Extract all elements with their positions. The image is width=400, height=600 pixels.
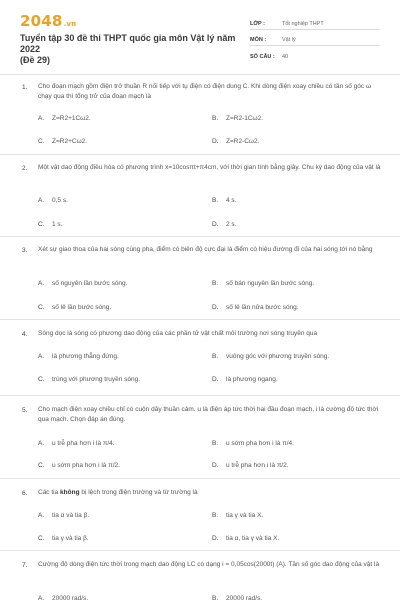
answer-option-a[interactable]: A. 20000 rad/s. (38, 595, 89, 600)
answer-option-b[interactable]: B. u sớm pha hơn i là π/4. (212, 440, 294, 447)
question-text: Sóng dọc là sóng có phương dao động của các phần tử vật chất môi trường nơi sóng truyền qua (38, 330, 318, 337)
question-number: 2. (22, 165, 28, 172)
question-5 (0, 395, 400, 467)
answer-option-a[interactable]: A. tia α và tia β. (38, 512, 90, 519)
question-6 (0, 478, 400, 540)
question-1 (0, 74, 400, 144)
answer-option-a[interactable]: A. Z=R2+1Cω2. (38, 115, 91, 122)
question-3 (0, 236, 400, 311)
meta-value: Tốt nghiệp THPT (282, 21, 324, 27)
answer-option-d[interactable]: D. số lẻ lần nửa bước sóng. (212, 304, 299, 311)
answer-option-d[interactable]: D. u trễ pha hơn i là π/2. (212, 462, 289, 469)
question-number: 1. (22, 84, 28, 91)
answer-option-b[interactable]: B. số bán nguyên lần bước sóng. (212, 280, 315, 287)
answer-option-c[interactable]: C. Z=R2+Cω2. (38, 138, 88, 145)
question-text: Xét sự giao thoa của hai sóng cùng pha, điểm có biên độ cực đại là điểm có hiệu đường đi của hai sóng tới nó bằng (38, 246, 373, 253)
question-number: 3. (22, 247, 28, 254)
answer-option-d[interactable]: D. 2 s. (212, 221, 237, 228)
answer-option-b[interactable]: B. tia γ và tia X. (212, 512, 264, 519)
answer-option-c[interactable]: C. trùng với phương truyền sóng. (38, 376, 141, 383)
answer-option-c[interactable]: C. u sớm pha hơn i là π/2. (38, 462, 120, 469)
question-number: 5. (22, 407, 28, 414)
meta-label: LỚP : (250, 21, 265, 27)
question-text: Cho mạch điện xoay chiều chỉ có cuộn dây thuần cảm. u là điện áp tức thời hai đầu đoạn mạch, i là cường độ tức thời qua mạch. Chọn đáp án đúng. (38, 406, 379, 423)
question-text: Cho đoạn mạch gồm điện trở thuần R nối tiếp với tụ điện có điện dung C. Khi dòng điện xoay chiều có tần số góc ω chạy qua thì tổng trở của đoạn mạch là (38, 83, 372, 100)
question-7 (0, 550, 400, 600)
question-number: 4. (22, 331, 28, 338)
meta-row-count (250, 46, 380, 62)
question-text: Một vật dao động điều hòa có phương trình x=10cosπt+π4cm, với thời gian tính bằng giây. Chu kỳ dao động của vật là (38, 164, 381, 171)
meta-table (250, 14, 380, 62)
page-title (20, 33, 240, 66)
meta-label: MÔN : (250, 37, 267, 43)
meta-value: Vật lý (282, 37, 296, 43)
answer-option-c[interactable]: C. tia γ và tia β. (38, 535, 89, 542)
meta-value: 40 (282, 54, 289, 60)
question-2 (0, 154, 400, 228)
answer-option-c[interactable]: C. số lẻ lần bước sóng. (38, 304, 112, 311)
title-line-2: (Đề 29) (20, 55, 51, 65)
answer-option-a[interactable]: A. 0,5 s. (38, 197, 68, 204)
document-header (0, 0, 400, 72)
answer-option-b[interactable]: B. 20000 rad/s. (212, 595, 263, 600)
answer-option-d[interactable]: D. tia α, tia γ và tia X. (212, 535, 280, 542)
answer-option-b[interactable]: B. Z=R2-1Cω2. (212, 115, 264, 122)
question-text: Các tia không bị lệch trong điện trường và từ trường là (38, 489, 198, 496)
title-line-1: Tuyển tập 30 đề thi THPT quốc gia môn Vật lý năm 2022 (20, 33, 236, 54)
answer-option-d[interactable]: D. Z=R2-Cω2. (212, 138, 260, 145)
answer-option-b[interactable]: B. vuông góc với phương truyền sóng. (212, 353, 330, 360)
question-4 (0, 319, 400, 385)
answer-option-a[interactable]: A. là phương thẳng đứng. (38, 353, 119, 360)
answer-option-d[interactable]: D. là phương ngang. (212, 376, 278, 383)
answer-option-a[interactable]: A. số nguyên lần bước sóng. (38, 280, 128, 287)
answer-option-c[interactable]: C. 1 s. (38, 221, 63, 228)
meta-label: SỐ CÂU : (250, 54, 275, 60)
answer-option-a[interactable]: A. u trễ pha hơn i là π/4. (38, 440, 115, 447)
question-number: 6. (22, 490, 28, 497)
question-number: 7. (22, 562, 28, 569)
meta-row-subject (250, 30, 380, 46)
brand-logo[interactable]: 2048.vn (20, 12, 77, 30)
answer-option-b[interactable]: B. 4 s. (212, 197, 237, 204)
question-text: Cường độ dòng điện tức thời trong mạch dao động LC có dạng i = 0,05cos(2000t) (A). Tần số góc dao động của vật là (38, 561, 380, 568)
meta-row-class (250, 14, 380, 30)
